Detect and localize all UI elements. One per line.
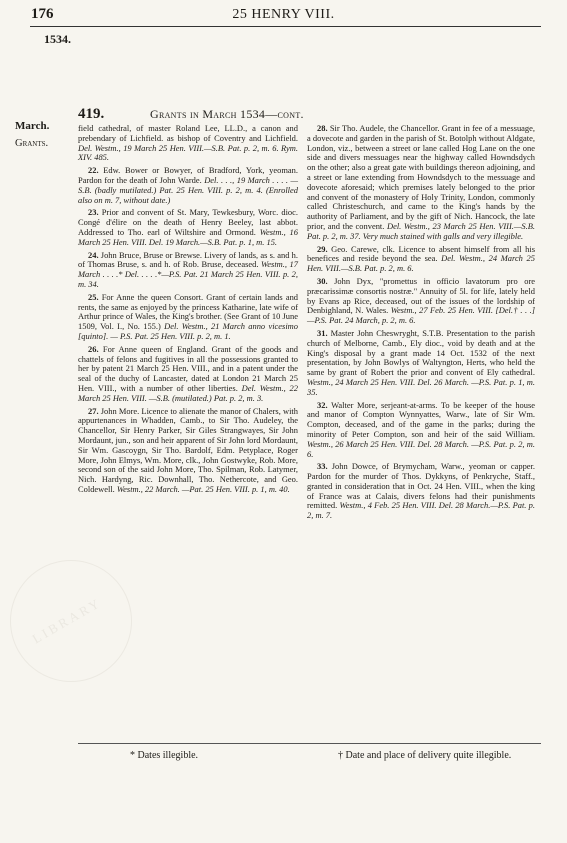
grant-reference: Westm., 26 March 25 Hen. VIII. Del. 28 March. —P.S. Pat. p. 2, m. 6. [307,438,535,459]
grant-reference: Westm., 4 Feb. 25 Hen. VIII. Del. 28 March.—P.S. Pat. p. 2, m. 7. [307,500,536,521]
grant-reference: Westm., 24 March 25 Hen. VIII. Del. 26 March. —P.S. Pat. p. 1, m. 35. [307,376,535,397]
grant-text: Edw. Bower or Bowyer, of Bradford, York, yeoman. Pardon for the death of John Warde. [78,165,298,185]
margin-year: 1534. [44,32,71,46]
grant-text: For Anne the queen Consort. Grant of certain lands and rents, the same as enjoyed by the princess Katharine, late wife of Arthur prince of Wales, the King's brother. (See Grant of 10 June 1509, Vol. I., No. 155.) [78,291,299,332]
grant-entry [307,329,535,398]
grant-entry [78,293,298,342]
grant-text: Master John Cheswryght, S.T.B. Presentation to the parish church of Melborne, Camb., Ely dioc., void by death and at the King's disposal by a grant made 14 Oct. 1532 of the next presentation, by John Bowlys of Waltyngton, Herts, who held the same by grant of Robert the prior and convent of Ely cathedral. [307,327,536,378]
left-column [78,124,298,498]
footnote-delivery-illegible: † Date and place of delivery quite illegible. [338,750,512,761]
grant-entry [307,245,535,274]
grant-entry [307,124,535,242]
grant-reference: Del. Westm., 22 March 25 Hen. VIII. —S.B. (mutilated.) Pat. p. 2, m. 3. [78,382,298,403]
grant-number: 25. [88,291,102,302]
grant-entry [78,124,298,163]
grant-entry [78,208,298,247]
header-rule [30,26,541,27]
grant-entry [78,345,298,404]
footnote-rule [78,743,541,744]
grant-number: 33. [317,461,332,472]
grant-text: Geo. Carewe, clk. Licence to absent himself from all his benefices and reside beyond the sea. [307,243,536,264]
section-heading: Grants in March 1534—cont. [150,107,304,121]
grant-reference: Westm., 16 March 25 Hen. VIII. Del. 19 March.—S.B. Pat. p. 1, m. 15. [78,226,298,247]
grant-text: John More. Licence to alienate the manor of Chalers, with appurtenances in Whadden, Camb., to Sir Tho. Audeley, the Chancellor, Sir Henry Parker, Sir Giles Strangwayes, Sir John Mordaunt, jun., son and heir apparent of Sir John lord Mordaunt, Sir Wm. Gascoygn, Sir Tho. Bardolf, Edm. Petyplace, Roger More, John Elmys, Wm. More, clk., John Gostwyke, Rob. More, second son of the said John More, Tho. Spilman, Rob. Latymer, Nich. Hardyng, Ric. Downhall, Tho. Nethercote, and Geo. Coldewell. [78,405,298,494]
grant-reference: Del. Westm., 19 March 25 Hen. VIII.—S.B. Pat. p. 2, m. 6. Rym. XIV. 485. [78,142,298,163]
grant-entry [78,251,298,290]
library-stamp-watermark: LIBRARY [0,538,154,705]
grant-reference: Del. . . ., 19 March . . . . —S.B. (badly mutilated.) Pat. 25 Hen. VIII. p. 2, m. 4. (Enrolled also on m. 7, without date.) [78,174,298,205]
grant-text: Walter More, serjeant-at-arms. To be keeper of the house and manor of Compton Wynnyattes, Warw., late of Sir Wm. Compton, deceased, and of the game in the parks; during the minority of Peter Compton, son and heir of the said William. [307,399,536,439]
grant-text: Prior and convent of St. Mary, Tewkesbury, Worc. dioc. Congé d'élire on the death of Henry Beeley, last abbot. Addressed to Tho. earl of Wiltshire and Ormond. [78,207,298,237]
grant-text: For Anne queen of England. Grant of the goods and chattels of felons and fugitives in all the possessions granted to her by patent 21 March 25 Hen. VIII., and in a patent under the seal of the duchy of Lancaster, dated at London 21 March 25 Hen. VIII., with a number of other liberties. [78,343,299,393]
grant-number: 24. [88,249,101,260]
entry-number: 419. [78,106,105,122]
grant-text: field cathedral, of master Roland Lee, LL.D., a canon and prebendary of Lichfield. as bishop of Coventry and Lichfield. [78,123,298,143]
grant-reference: Del. Westm., 23 March 25 Hen. VIII.—S.B. Pat. p. 2, m. 37. Very much stained with galls and very illegible. [307,220,535,241]
grant-reference: Del. Westm., 24 March 25 Hen. VIII.—S.B. Pat. p. 2, m. 6. [307,253,535,274]
grant-entry [78,407,298,495]
grant-number: 28. [317,123,330,133]
grant-number: 23. [88,207,102,218]
grant-entry [307,401,535,460]
page-number: 176 [31,6,54,22]
grant-entry [78,166,298,205]
grant-reference: Westm., 27 Feb. 25 Hen. VIII. [Del.† . . .] —P.S. Pat. 24 March, p. 2, m. 6. [307,305,535,326]
grant-number: 27. [88,405,101,416]
running-title: 25 HENRY VIII. [232,7,335,22]
grant-reference: Westm., 17 March . . . .* Del. . . . .*—P.S. Pat. 21 March 25 Hen. VIII. p. 2, m. 34. [78,259,298,289]
grant-text: John Dyx, "promettus in officio lavatorum pro ore præcarissimæ consortis nostræ." Annuity of 5l. for life, lately held by Evans ap Rice, deceased, out of the issues of the lordship of Denbighland, N. Wales. [307,275,536,316]
grant-number: 29. [317,243,332,254]
margin-month: March. [15,120,50,132]
grant-number: 32. [317,399,332,410]
footnote-dates-illegible: * Dates illegible. [130,750,199,761]
grant-reference: Del. Westm., 21 March anno vicesimo [quinto]. — P.S. Pat. 25 Hen. VIII. p. 2, m. 1. [78,321,298,341]
grant-entry [307,462,535,521]
grant-text: John Dowce, of Brymycham, Warw., yeoman or capper. Pardon for the murder of Thos. Dykkyns, of Penkryche, Staff., granted in consideration that in Oct. 24 Hen. VIII., when the king of France was at Calais, divers felons had their punishments remitted. [307,461,536,511]
margin-section: Grants. [15,138,49,149]
grant-number: 30. [317,275,335,286]
right-column [307,124,535,524]
grant-reference: Westm., 22 March. —Pat. 25 Hen. VIII. p. 1, m. 40. [116,483,290,494]
grant-entry [307,277,535,326]
grant-number: 22. [88,165,104,176]
grant-text: John Bruce, Bruse or Brewse. Livery of lands, as s. and h. of Thomas Bruse, s. and h. of Rob. Bruse, deceased. [78,249,298,270]
grant-number: 31. [317,327,331,338]
grant-number: 26. [88,343,103,354]
grant-text: Sir Tho. Audele, the Chancellor. Grant in fee of a messuage, a dovecote and garden in the parish of St. Botolph without Aldgate, London, viz., between a street or lane called Hog Lane on the one side and divers messuages near the highway called Howndsdych on the other; also a great gate with buildings thereon adjoining, and a street or lane extending from Howndsdych to the messuage and dovecote aforesaid; which premises lately belonged to the prior and convent of the monastery of Holy Trinity, London, commonly called Christeschurch, and came to the King's hands by the authority of Parliament, and by the gift of Nich. Hancock, the late prior, and the convent. [307,123,536,231]
